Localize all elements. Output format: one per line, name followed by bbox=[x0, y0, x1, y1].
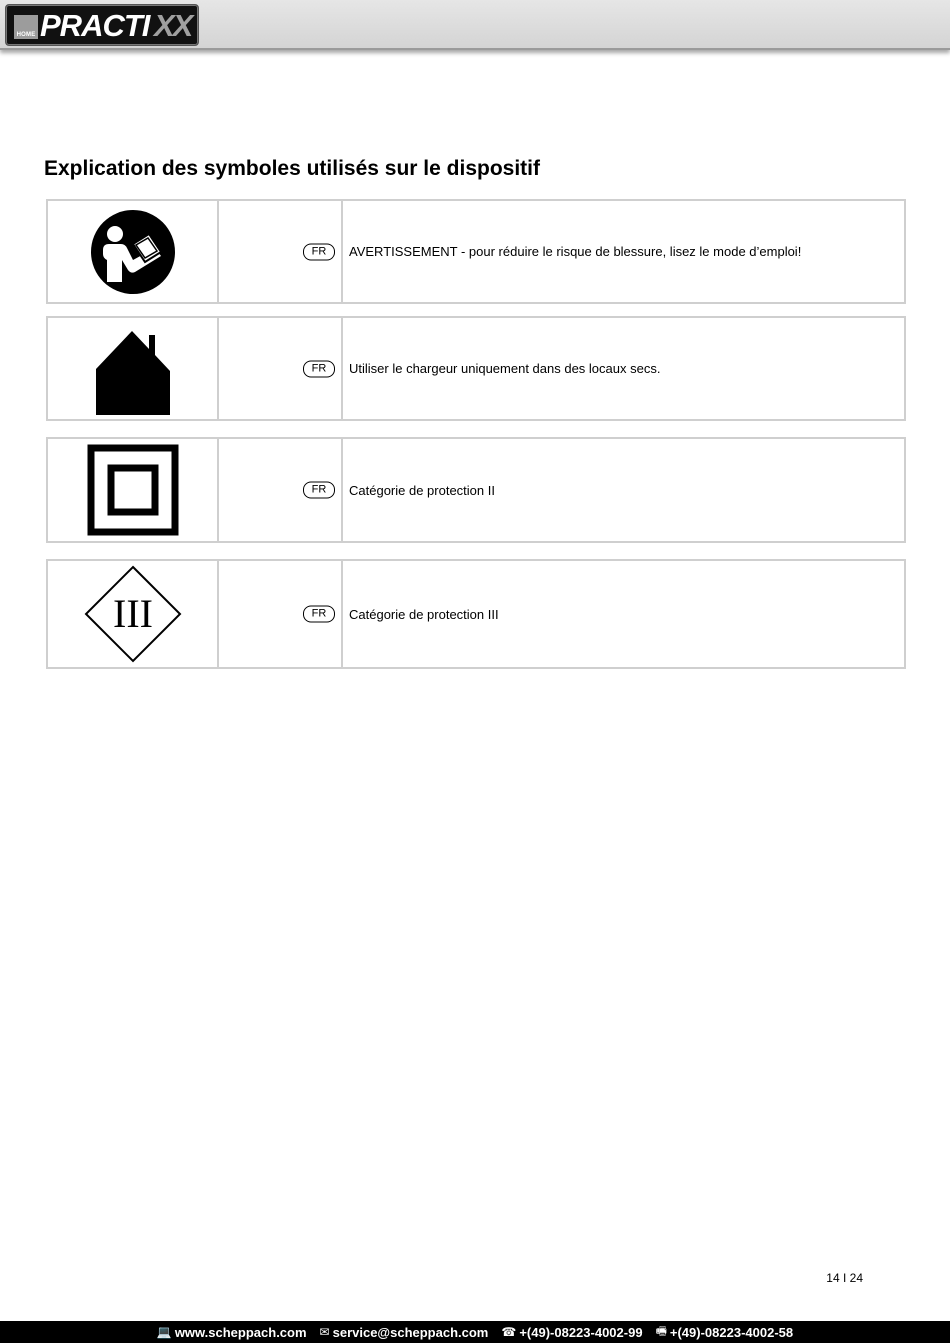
symbol-row-protection-class-iii bbox=[46, 559, 906, 669]
language-badge: FR bbox=[303, 243, 335, 260]
language-badge: FR bbox=[303, 482, 335, 499]
symbol-row-read-manual bbox=[46, 199, 906, 304]
fax-icon: 🖷 bbox=[655, 1323, 667, 1338]
language-badge: FR bbox=[303, 606, 335, 623]
header-bar bbox=[0, 0, 950, 50]
symbol-cell bbox=[48, 561, 219, 667]
read-manual-icon bbox=[89, 208, 177, 296]
indoor-use-house-icon bbox=[94, 323, 172, 415]
language-cell bbox=[217, 318, 343, 419]
practixx-logo bbox=[5, 4, 199, 46]
symbol-description: Utiliser le chargeur uniquement dans des locaux secs. bbox=[349, 361, 661, 376]
symbol-row-indoor-use bbox=[46, 316, 906, 421]
page-number: 14 I 24 bbox=[826, 1271, 863, 1285]
protection-class-iii-label: III bbox=[112, 591, 153, 636]
phone-icon: ☎ bbox=[501, 1325, 517, 1339]
laptop-icon: 💻 bbox=[156, 1325, 172, 1339]
symbol-description: Catégorie de protection III bbox=[349, 606, 499, 622]
page-title: Explication des symboles utilisés sur le dispositif bbox=[44, 157, 540, 180]
logo-home-badge: HOME bbox=[14, 15, 38, 39]
protection-class-ii-icon bbox=[87, 444, 179, 536]
footer-email[interactable]: ✉ service@scheppach.com bbox=[319, 1324, 489, 1340]
footer-website[interactable]: 💻 www.scheppach.com bbox=[156, 1324, 307, 1340]
symbol-row-protection-class-ii bbox=[46, 437, 906, 543]
footer-fax[interactable]: 🖷 +(49)-08223-4002-58 bbox=[656, 1322, 794, 1343]
protection-class-iii-icon bbox=[84, 565, 182, 663]
footer-phone[interactable]: ☎ +(49)-08223-4002-99 bbox=[501, 1324, 643, 1340]
symbol-cell bbox=[48, 318, 219, 419]
language-cell bbox=[217, 201, 343, 302]
footer-bar bbox=[0, 1321, 950, 1343]
logo-wordmark: PRACTI bbox=[40, 8, 150, 43]
symbol-description: AVERTISSEMENT - pour réduire le risque de blessure, lisez le mode d’emploi! bbox=[349, 244, 802, 259]
logo-wordmark-xx: XX bbox=[154, 8, 192, 43]
symbol-cell bbox=[48, 201, 219, 302]
language-cell bbox=[217, 561, 343, 667]
language-cell bbox=[217, 439, 343, 541]
symbol-cell bbox=[48, 439, 219, 541]
envelope-icon: ✉ bbox=[319, 1325, 330, 1339]
symbol-description: Catégorie de protection II bbox=[349, 482, 495, 498]
language-badge: FR bbox=[303, 360, 335, 377]
